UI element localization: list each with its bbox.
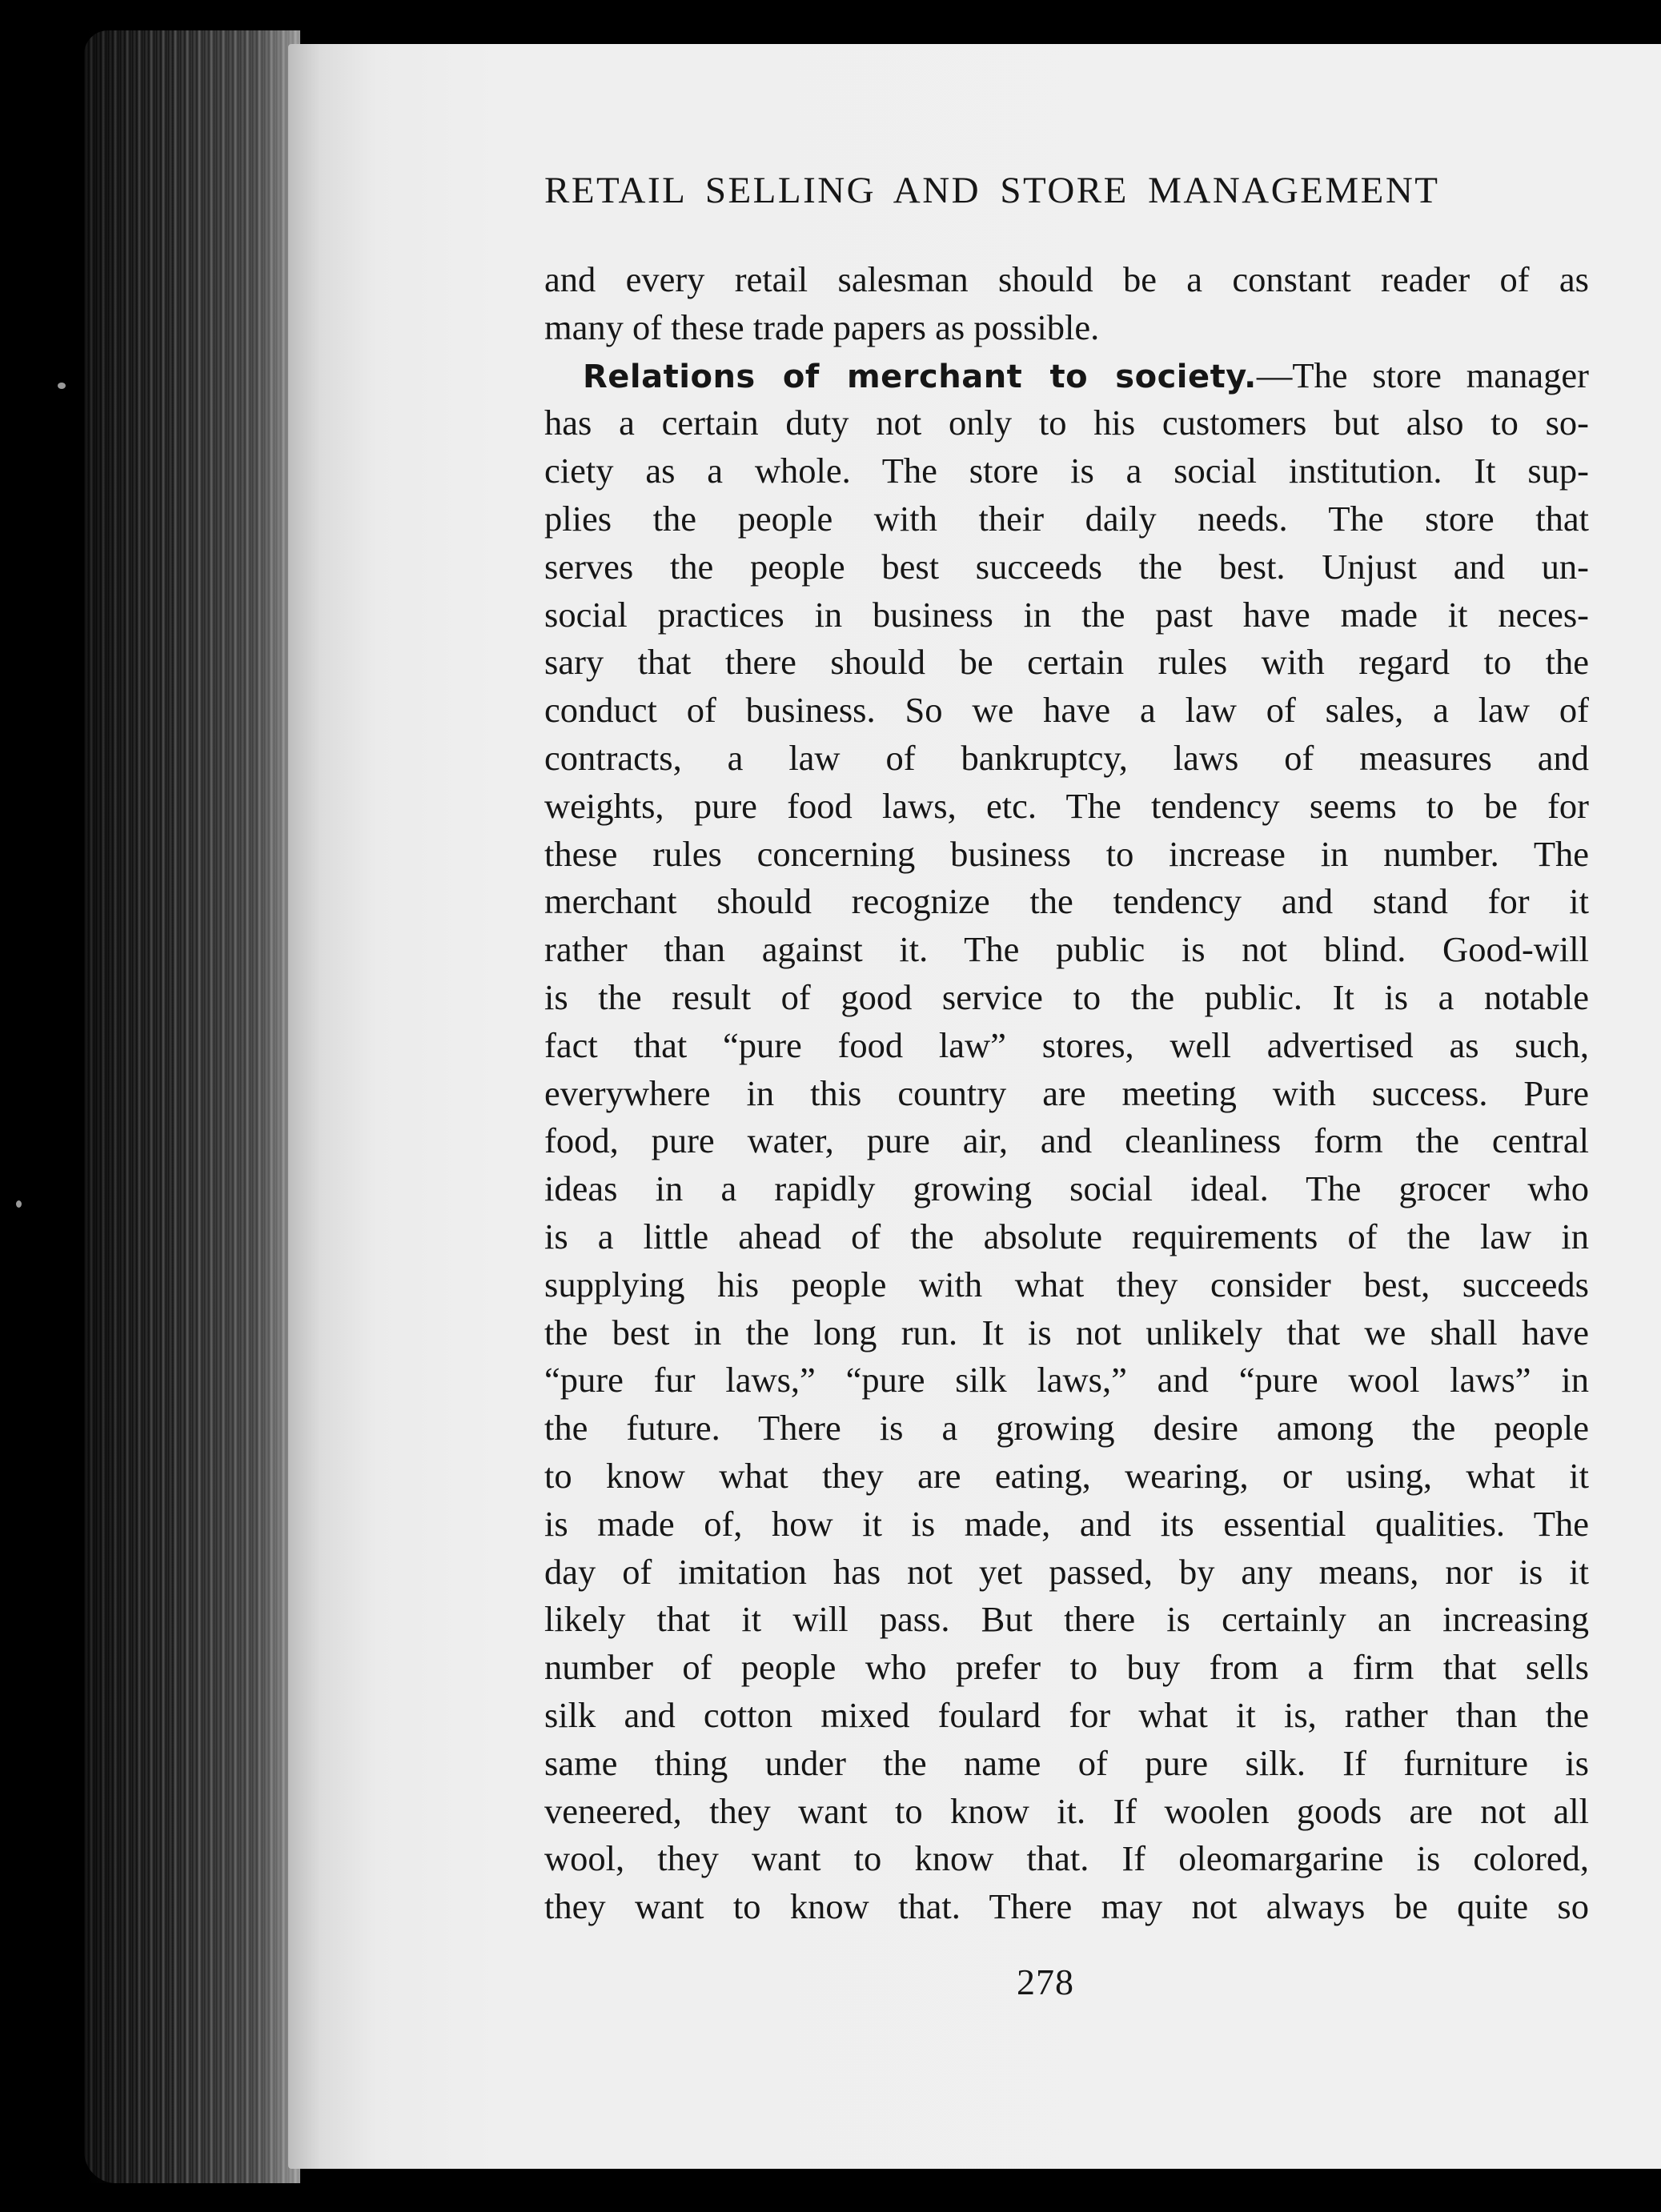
text-line: is the result of good service to the public. It is a notable	[544, 976, 1589, 1017]
text-line: ideas in a rapidly growing social ideal. The grocer who	[544, 1168, 1589, 1209]
text-line: “pure fur laws,” “pure silk laws,” and “pure wool laws” in	[544, 1360, 1589, 1401]
text-line: wool, they want to know that. If oleomargarine is colored,	[544, 1838, 1589, 1879]
text-line: has a certain duty not only to his customers but also to so-	[544, 403, 1589, 443]
text-line: silk and cotton mixed foulard for what it is, rather than the	[544, 1694, 1589, 1735]
text-line: serves the people best succeeds the best. Unjust and un-	[544, 546, 1589, 587]
text-line: these rules concerning business to increase in number. The	[544, 833, 1589, 874]
book-page-edges	[84, 30, 300, 2183]
text-line: to know what they are eating, wearing, or using, what it	[544, 1455, 1589, 1496]
text-run: —The store manager	[1256, 355, 1589, 395]
section-heading: Relations of merchant to society.	[583, 358, 1257, 395]
paragraph-opening-line	[544, 352, 1589, 400]
text-line: rather than against it. The public is not blind. Good-will	[544, 929, 1589, 970]
text-line: supplying his people with what they consider best, succeeds	[544, 1264, 1589, 1304]
text-line: is a little ahead of the absolute requirements of the law in	[544, 1216, 1589, 1256]
running-head: RETAIL SELLING AND STORE MANAGEMENT	[544, 170, 1440, 211]
text-line: plies the people with their daily needs. The store that	[544, 498, 1589, 539]
text-line: ciety as a whole. The store is a social institution. It sup-	[544, 451, 1589, 491]
text-line: everywhere in this country are meeting with success. Pure	[544, 1072, 1589, 1113]
text-line: social practices in business in the past have made it neces-	[544, 594, 1589, 635]
text-line: merchant should recognize the tendency and stand for it	[544, 881, 1589, 922]
text-line: same thing under the name of pure silk. If furniture is	[544, 1742, 1589, 1783]
text-line: food, pure water, pure air, and cleanliness form the central	[544, 1120, 1589, 1161]
text-line: and every retail salesman should be a constant reader of as	[544, 259, 1589, 299]
page-content	[544, 172, 1589, 1931]
page-number: 278	[1017, 1962, 1074, 2002]
dust-speck	[16, 1200, 22, 1208]
text-line: the future. There is a growing desire among the people	[544, 1408, 1589, 1449]
text-line: many of these trade papers as possible.	[544, 307, 1100, 347]
text-line: veneered, they want to know it. If woolen goods are not all	[544, 1790, 1589, 1831]
body-text	[544, 256, 1589, 1931]
dust-speck	[58, 383, 66, 389]
text-line: day of imitation has not yet passed, by any means, nor is it	[544, 1551, 1589, 1592]
text-line: contracts, a law of bankruptcy, laws of measures and	[544, 737, 1589, 778]
text-line: they want to know that. There may not always be quite so	[544, 1886, 1589, 1927]
text-line: conduct of business. So we have a law of sales, a law of	[544, 690, 1589, 731]
text-line: likely that it will pass. But there is certainly an increasing	[544, 1599, 1589, 1640]
text-line: the best in the long run. It is not unlikely that we shall have	[544, 1312, 1589, 1352]
text-line: weights, pure food laws, etc. The tendency seems to be for	[544, 785, 1589, 826]
text-line: sary that there should be certain rules with regard to the	[544, 642, 1589, 683]
text-line: is made of, how it is made, and its essential qualities. The	[544, 1503, 1589, 1544]
text-line: number of people who prefer to buy from a firm that sells	[544, 1647, 1589, 1688]
text-line: fact that “pure food law” stores, well advertised as such,	[544, 1024, 1589, 1065]
